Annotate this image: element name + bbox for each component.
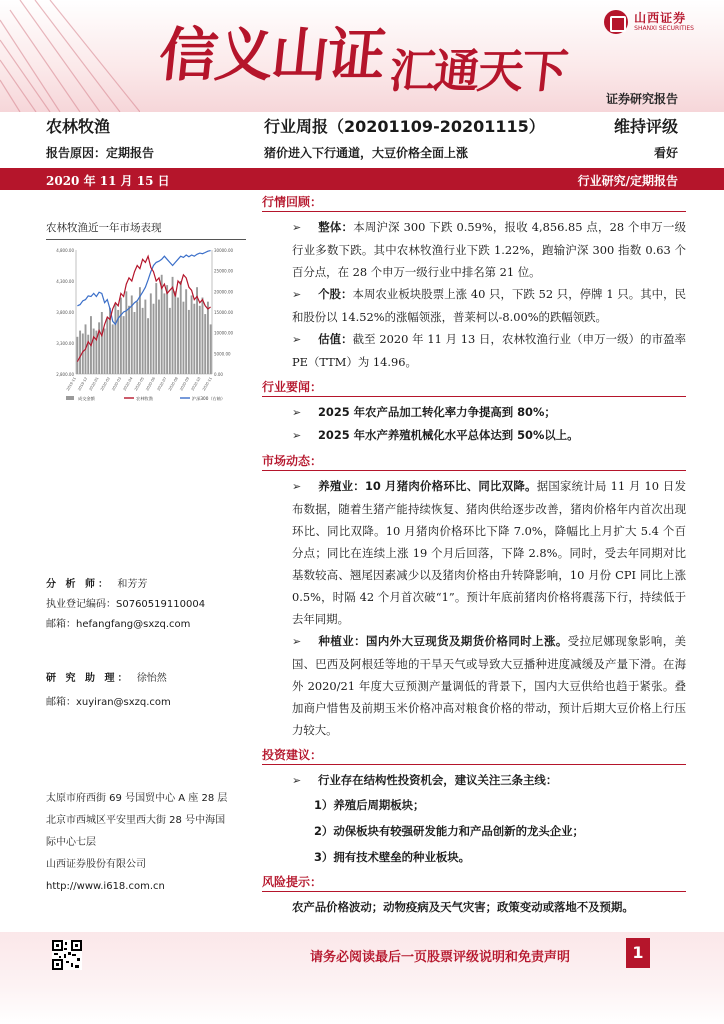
section-head-risk: 风险提示： [262, 872, 686, 892]
company-logo [604, 10, 694, 34]
volume-bar [112, 324, 114, 374]
x-tick-label: 2020-10 [190, 376, 202, 392]
address-line: 太原市府西街 69 号国贸中心 A 座 28 层 [46, 793, 228, 804]
volume-bar [139, 287, 141, 374]
market-chart [46, 244, 246, 404]
y-left-tick-label: 2,800.00 [56, 372, 74, 377]
assistant-info [46, 672, 266, 710]
volume-bar [79, 331, 81, 374]
slogan [155, 8, 569, 98]
report-subtitle: 猪价进入下行通道，大豆价格全面上涨 [264, 146, 469, 160]
legend-label: 成交金额 [78, 396, 95, 401]
report-reason: 报告原因：定期报告 [46, 146, 155, 160]
legend-label: 农林牧渔 [136, 396, 153, 401]
page-footer [0, 932, 724, 1024]
volume-bar [191, 295, 193, 374]
header-banner [0, 0, 724, 112]
volume-bar [123, 316, 125, 374]
volume-bar [193, 304, 195, 374]
volume-bar [114, 304, 116, 374]
market-valuation [262, 328, 686, 373]
volume-bar [104, 329, 106, 374]
volume-bar [169, 308, 171, 374]
volume-bar [207, 302, 209, 374]
report-category: 行业研究/定期报告 [577, 174, 678, 188]
left-column [46, 196, 246, 404]
analyst-name: 和芳芳 [117, 579, 148, 590]
volume-bar [204, 314, 206, 374]
y-left-tick-label: 4,300.00 [56, 279, 74, 284]
report-date: 2020 年 11 月 15 日 [46, 174, 170, 188]
arrow-bullet-icon: ➢ [292, 429, 302, 442]
y-right-tick-label: 25000.00 [214, 268, 234, 274]
y-right-tick-label: 30000.00 [214, 248, 234, 253]
qr-code-icon [52, 940, 82, 970]
company-website[interactable]: http://www.i618.com.cn [46, 881, 165, 892]
y-right-tick-label: 10000.00 [214, 330, 234, 336]
analyst-info [46, 578, 266, 632]
x-tick-label: 2020-04 [122, 376, 134, 392]
market-overall [262, 216, 686, 283]
investment-item: 2）动保板块有较强研发能力和产品创新的龙头企业； [314, 824, 584, 838]
logo-name-en: SHANXI SECURITIES [634, 25, 694, 32]
volume-bar [202, 298, 204, 374]
y-right-tick-label: 20000.00 [214, 289, 234, 295]
slogan-part-2: 汇通天下 [386, 44, 569, 98]
planting-label: 种植业：国内外大豆现货及期货价格同时上涨。 [318, 634, 568, 648]
volume-bar [153, 304, 155, 374]
assistant-email-label: 邮箱： [46, 697, 76, 708]
arrow-bullet-icon: ➢ [292, 333, 302, 346]
disclaimer-notice: 请务必阅读最后一页股票评级说明和免责声明 [310, 950, 571, 965]
company-address [46, 788, 266, 898]
volume-bar [188, 310, 190, 374]
sector-name: 农林牧渔 [46, 117, 111, 136]
volume-bar [182, 302, 184, 374]
market-stocks [262, 283, 686, 328]
volume-bar [128, 306, 130, 374]
y-right-tick-label: 5000.00 [214, 351, 231, 357]
volume-bar [76, 337, 78, 374]
volume-bar [150, 293, 152, 374]
logo-mark-icon [604, 10, 628, 34]
date-bar [0, 168, 724, 190]
section-head-industry-news: 行业要闻： [262, 377, 686, 397]
agri-index-line [77, 256, 210, 361]
logo-name-cn: 山西证券 [634, 11, 687, 25]
volume-bar [174, 291, 176, 374]
risk-content: 农产品价格波动；动物疫病及天气灾害；政策变动或落地不及预期。 [292, 900, 634, 914]
volume-bar [144, 300, 146, 374]
y-right-tick-label: 0.00 [214, 372, 223, 377]
news-text: 2025 年水产养殖机械化水平总体达到 50%以上。 [318, 428, 579, 442]
rating: 维持评级 [613, 117, 678, 136]
market-chart-svg [46, 244, 242, 404]
valuation-text: 截至 2020 年 11 月 13 日，农林牧渔行业（申万一级）的市盈率 PE（TTM）为 14.96。 [292, 332, 686, 369]
assistant-name: 徐怡然 [136, 673, 167, 684]
volume-bar [196, 287, 198, 374]
volume-bar [147, 318, 149, 374]
cert-label: 执业登记编码： [46, 599, 116, 610]
subtitle-row [0, 144, 724, 164]
main-content [262, 192, 686, 918]
assistant-email[interactable]: xuyiran@sxzq.com [76, 697, 171, 708]
company-name: 山西证券股份有限公司 [46, 859, 146, 870]
stocks-label: 个股： [318, 287, 353, 301]
risk-text [262, 896, 686, 918]
cert-number: S0760519110004 [116, 599, 206, 610]
arrow-bullet-icon: ➢ [292, 480, 302, 493]
x-tick-label: 2020-11 [201, 376, 213, 392]
chart-title: 农林牧渔近一年市场表现 [46, 220, 246, 240]
valuation-label: 估值： [318, 332, 353, 346]
legend-swatch [66, 396, 74, 400]
news-item [262, 401, 686, 424]
x-tick-label: 2020-01 [88, 376, 100, 392]
overall-text: 本周沪深 300 下跌 0.59%，报收 4,856.85 点，28 个申万一级行业多数下跌。其中农林牧渔行业下跌 1.22%，跑输沪深 300 指数 0.63 个百分点，在 28 个申万一级行业中排名第 21 位。 [292, 220, 686, 279]
volume-bar [125, 291, 127, 374]
volume-bar [101, 312, 103, 374]
address-line: 际中心七层 [46, 837, 96, 848]
x-tick-label: 2020-03 [111, 376, 123, 392]
analyst-email-label: 邮箱： [46, 619, 76, 630]
investment-lead-text: 行业存在结构性投资机会，建议关注三条主线： [318, 773, 558, 787]
volume-bar [177, 298, 179, 374]
report-type: 证券研究报告 [605, 92, 678, 106]
news-text: 2025 年农产品加工转化率力争提高到 80%； [318, 405, 556, 419]
volume-bar [93, 329, 95, 374]
slogan-part-1: 信义山证 [155, 21, 388, 89]
y-left-tick-label: 3,800.00 [56, 310, 74, 315]
stocks-text: 本周农业板块股票上涨 40 只，下跌 52 只，停牌 1 只。其中，民和股份以 14.52%的涨幅领涨，普莱柯以-8.00%的跌幅领跌。 [292, 287, 686, 324]
volume-bar [158, 300, 160, 374]
x-tick-label: 2020-02 [99, 376, 111, 392]
address-line: 北京市西城区平安里西大街 28 号中海国 [46, 815, 226, 826]
page-number: 1 [626, 938, 650, 968]
x-tick-label: 2020-06 [145, 376, 157, 392]
arrow-bullet-icon: ➢ [292, 635, 302, 648]
volume-bar [161, 275, 163, 374]
report-title: 行业周报（20201109-20201115） [264, 117, 545, 136]
y-right-tick-label: 15000.00 [214, 310, 234, 315]
arrow-bullet-icon: ➢ [292, 288, 302, 301]
volume-bar [136, 302, 138, 374]
volume-bar [185, 289, 187, 374]
investment-item: 3）拥有技术壁垒的种业板块。 [314, 850, 471, 864]
y-left-tick-label: 4,800.00 [56, 248, 74, 253]
title-row [0, 112, 724, 138]
analyst-email[interactable]: hefangfang@sxzq.com [76, 619, 191, 630]
livestock-text: 据国家统计局 11 月 10 日发布数据，随着生猪产能持续恢复、猪肉供给逐步改善，猪肉价格年内首次出现环比、同比双降。10 月猪肉价格环比下降 7.0%，降幅比上月扩大 5.4 个百分点；同比在连续上涨 19 个月后回落，下降 2.8%。同时，受去年同期对比基数较高、翘尾因素减少以及猪肉价格由升转降影响，10 月份 CPI 同比上涨 0.5%，时隔 42 个月首次破“1”。预计年底前猪肉价格将震荡下行，持续低于去年同期。 [292, 479, 686, 626]
investment-item: 1）养殖后周期板块； [314, 798, 425, 812]
investment-lead [262, 769, 686, 792]
x-tick-label: 2020-09 [179, 376, 191, 392]
overall-label: 整体： [318, 220, 354, 234]
arrow-bullet-icon: ➢ [292, 774, 302, 787]
x-tick-label: 2020-08 [167, 376, 179, 392]
dynamics-planting [262, 630, 686, 741]
volume-bar [106, 318, 108, 374]
arrow-bullet-icon: ➢ [292, 406, 302, 419]
volume-bar [155, 283, 157, 374]
livestock-label: 养殖业：10 月猪肉价格环比、同比双降。 [318, 479, 537, 493]
x-tick-label: 2019-12 [77, 376, 89, 392]
x-tick-label: 2019-11 [65, 376, 77, 392]
rating-view: 看好 [653, 146, 678, 160]
dynamics-livestock [262, 475, 686, 630]
analyst-label: 分 析 师： [46, 579, 111, 590]
volume-bar [134, 312, 136, 374]
volume-bar [120, 298, 122, 374]
news-item [262, 424, 686, 447]
volume-bar [87, 335, 89, 374]
section-head-market-dynamics: 市场动态： [262, 451, 686, 471]
section-head-investment: 投资建议： [262, 745, 686, 765]
x-tick-label: 2020-07 [156, 376, 168, 392]
volume-bar [180, 281, 182, 374]
volume-bar [166, 285, 168, 374]
volume-bar [199, 306, 201, 374]
planting-text: 受拉尼娜现象影响，美国、巴西及阿根廷等地的干旱天气或导致大豆播种进度减缓及产量下滑。在海外 2020/21 年度大豆预测产量调低的背景下，国内大豆供给也趋于紧张。叠加商户惜售及前期玉米价格冲高对粮食价格的带动，预计后期大豆价格上行压力较大。 [292, 634, 686, 737]
assistant-label: 研 究 助 理： [46, 673, 131, 684]
banner-decoration [0, 0, 140, 112]
volume-bar [142, 308, 144, 374]
section-head-market-review: 行情回顾： [262, 192, 686, 212]
arrow-bullet-icon: ➢ [292, 221, 302, 234]
legend-label: 沪深300（右轴） [192, 396, 226, 401]
volume-bar [210, 324, 212, 374]
y-left-tick-label: 3,300.00 [56, 341, 74, 346]
volume-bar [131, 295, 133, 374]
x-tick-label: 2020-05 [133, 376, 145, 392]
volume-bar [163, 293, 165, 374]
